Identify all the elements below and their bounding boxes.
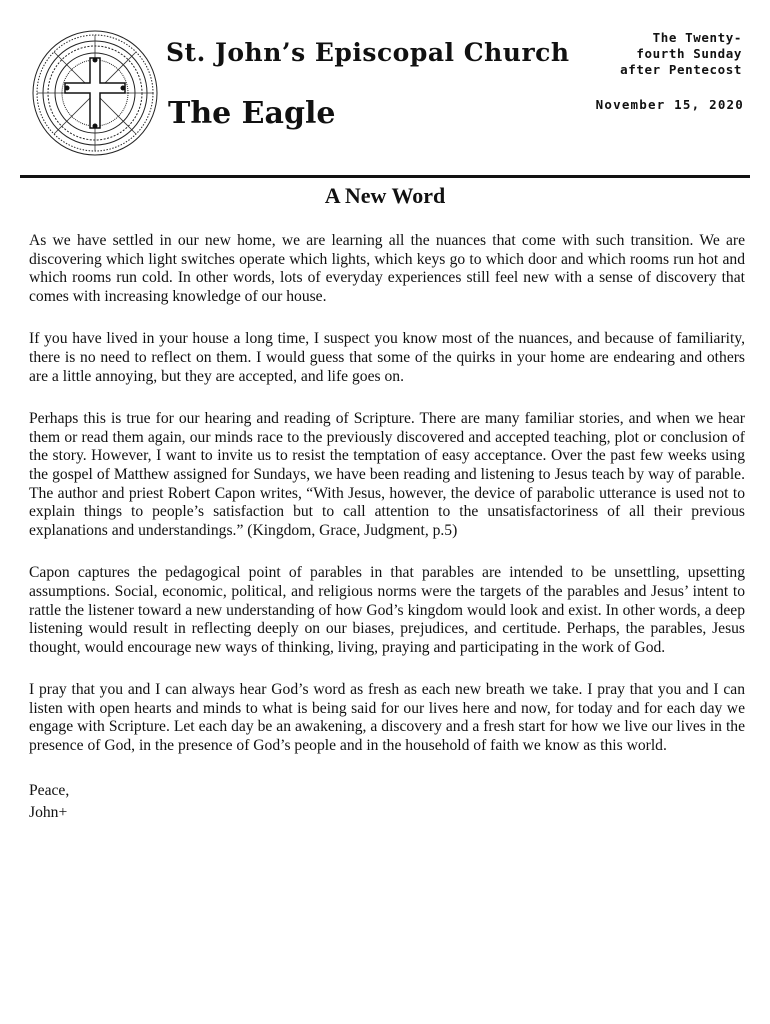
- church-name: St. John’s Episcopal Church: [166, 38, 570, 67]
- article-paragraph: As we have settled in our new home, we are learning all the nuances that come with such transition. We are discovering which light switches operate which lights, which keys go to which door and which rooms run hot and which rooms run cold. In other words, lots of everyday experiences still feel new with a sense of discovery that comes with increasing knowledge of our house.: [29, 232, 745, 305]
- church-seal-logo: [30, 28, 160, 158]
- closing: Peace,: [29, 781, 70, 799]
- sunday-line: The Twenty-: [652, 30, 742, 45]
- sunday-line: after Pentecost: [620, 62, 742, 77]
- liturgical-sunday: [582, 30, 742, 78]
- newsletter-name: The Eagle: [168, 96, 336, 131]
- article-title: A New Word: [324, 183, 446, 208]
- article-paragraph: Perhaps this is true for our hearing and reading of Scripture. There are many familiar stories, and when we hear them or read them again, our minds race to the previously discovered and accepted teaching, plot or conclusion of the story. However, I want to invite us to resist the temptation of easy acceptance. Over the past few weeks using the gospel of Matthew assigned for Sundays, we have been reading and listening to Jesus teach by way of parable. The author and priest Robert Capon writes, “With Jesus, however, the device of parabolic utterance is used not to explain things to people’s satisfaction but to call attention to the unsatisfactoriness of all their previous explanations and understandings.” (Kingdom, Grace, Judgment, p.5): [29, 410, 745, 539]
- header-divider: [20, 175, 750, 178]
- article-paragraph: If you have lived in your house a long time, I suspect you know most of the nuances, and because of familiarity, there is no need to reflect on them. I would guess that some of the quirks in your home are endearing and others are a little annoying, but they are accepted, and life goes on.: [29, 330, 745, 385]
- article-paragraph: Capon captures the pedagogical point of parables in that parables are intended to be unsettling, upsetting assumptions. Social, economic, political, and religious norms were the targets of the parables and Jesus’ intent to rattle the listener toward a new understanding of how God’s kingdom would look and exist. In other words, a deep listening would result in reflecting deeply on our biases, prejudices, and certitude. Perhaps, the parables, Jesus thought, would encourage new ways of thinking, living, praying and participating in the work of God.: [29, 564, 745, 656]
- sunday-line: fourth Sunday: [636, 46, 742, 61]
- signoff: [29, 780, 745, 824]
- signature: John+: [29, 803, 68, 821]
- article-paragraph: I pray that you and I can always hear God’s word as fresh as each new breath we take. I pray that you and I can listen with open hearts and minds to what is being said for our lives here and now, for today and for each day we engage with Scripture. Let each day be an awakening, a discovery and a fresh start for how we live our lives in the presence of God, in the presence of God’s people and in the household of faith we know as this world.: [29, 681, 745, 755]
- article-body: [29, 232, 745, 824]
- issue-date: November 15, 2020: [595, 97, 744, 112]
